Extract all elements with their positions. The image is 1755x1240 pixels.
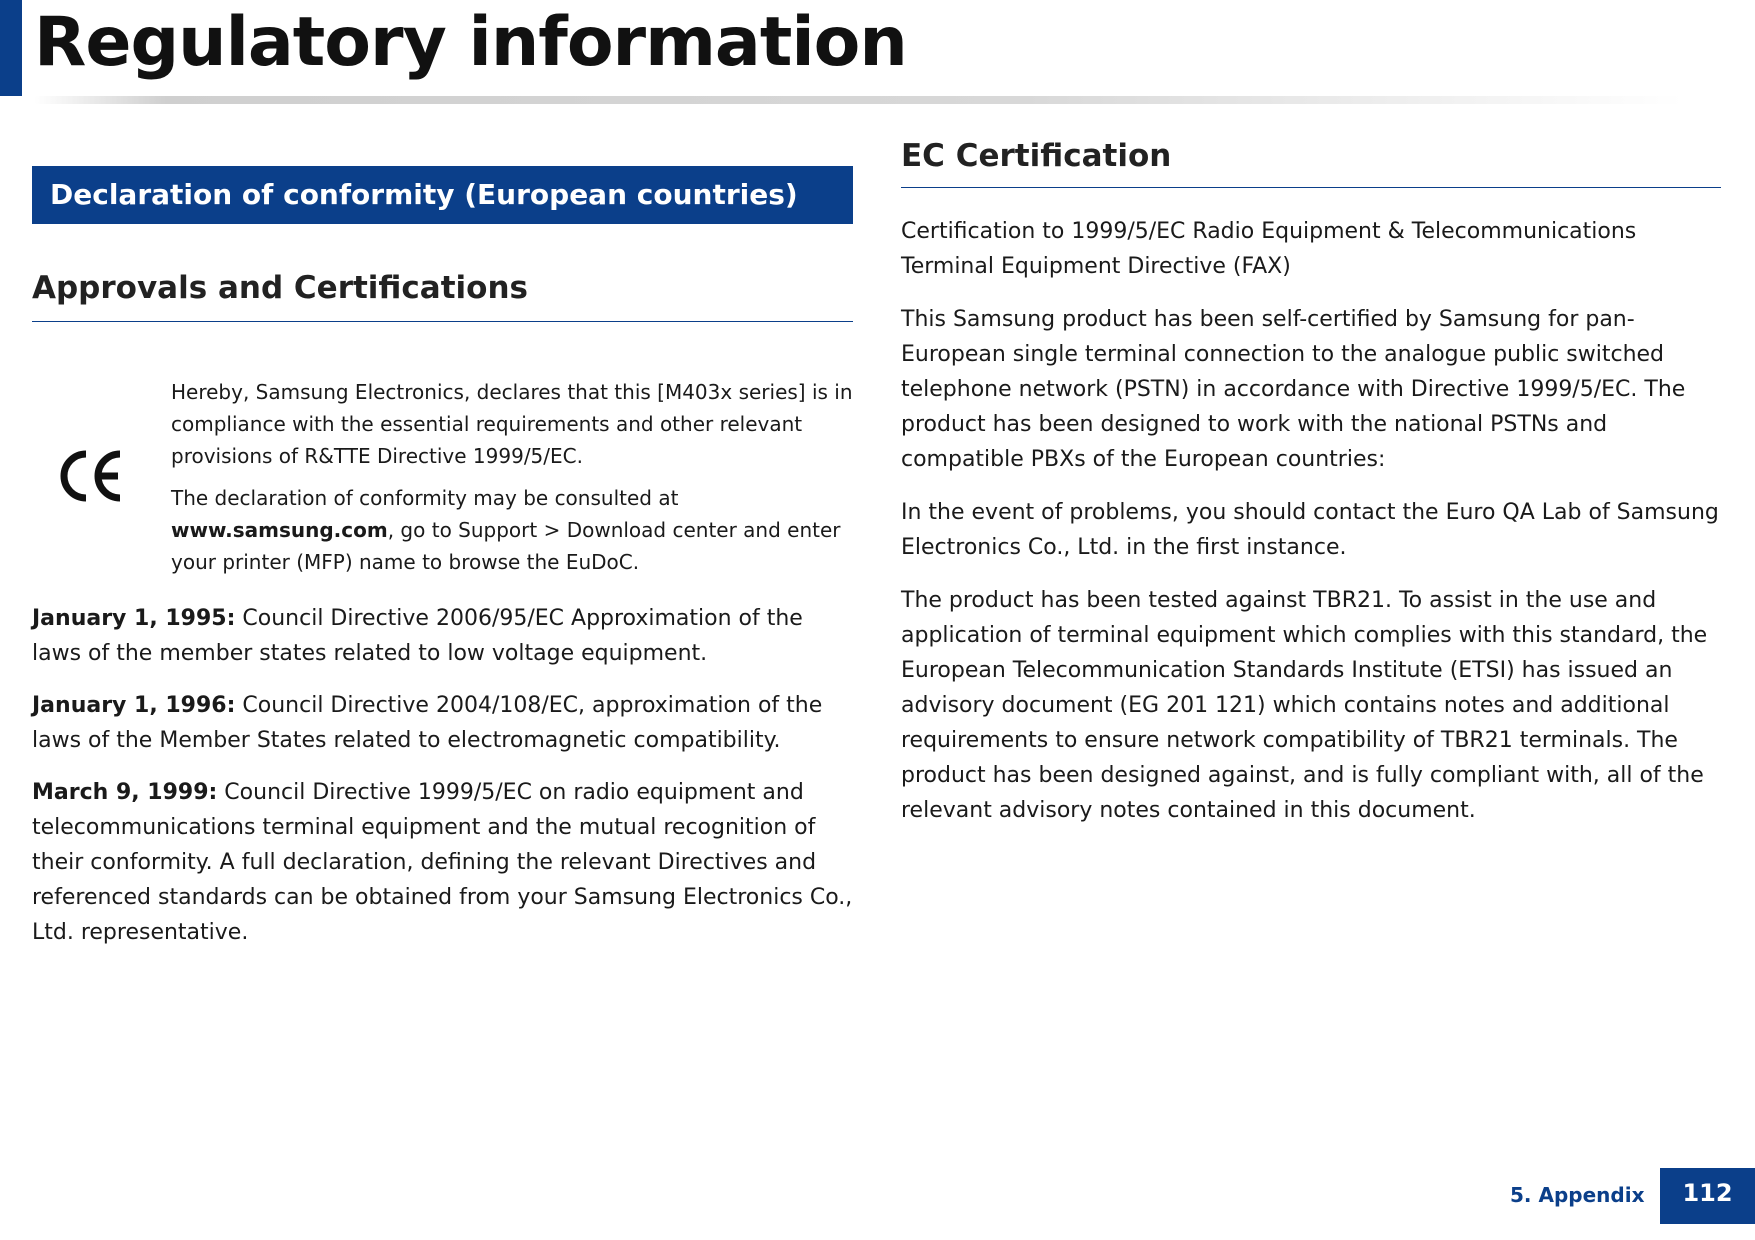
ec-certification-heading-rule (901, 187, 1721, 188)
title-accent-bar (0, 0, 22, 96)
ec-certification-heading: EC Certification (901, 138, 1172, 174)
directive-text: Council Directive 1999/5/EC on radio equipment and telecommunications terminal equipment and the mutual recognition of their conformity. A full declaration, defining the relevant Directives and referenced standards can be obtained from your Samsung Electronics Co., Ltd. representative. (32, 780, 853, 945)
directive-date: March 9, 1999: (32, 780, 218, 805)
directive-entry (32, 601, 853, 671)
title-divider (34, 96, 1684, 104)
directive-entry (32, 775, 853, 950)
samsung-website-link[interactable]: www.samsung.com (171, 518, 388, 542)
approvals-heading-rule (32, 321, 853, 322)
directive-text: Council Directive 2006/95/EC Approximation of the laws of the member states related to low voltage equipment. (32, 606, 803, 666)
section-banner: Declaration of conformity (European countries) (32, 166, 853, 224)
ec-paragraph: This Samsung product has been self-certified by Samsung for pan-European single terminal connection to the analogue public switched telephone network (PSTN) in accordance with Directive 1999/5/EC. The product has been designed to work with the national PSTNs and compatible PBXs of the European countries: (901, 307, 1686, 472)
ce-consult-suffix: , go to Support > Download center and enter your printer (MFP) name to browse the EuDoC. (171, 518, 841, 574)
ec-paragraph: The product has been tested against TBR21. To assist in the use and application of terminal equipment which complies with this standard, the European Telecommunication Standards Institute (ETSI) has issued an advisory document (EG 201 121) which contains notes and additional requirements to ensure network compatibility of TBR21 terminals. The product has been designed against, and is fully compliant with, all of the relevant advisory notes contained in this document. (901, 588, 1708, 823)
page-number-badge: 112 (1660, 1168, 1755, 1224)
ce-declaration-text (171, 376, 853, 588)
ec-paragraph: In the event of problems, you should contact the Euro QA Lab of Samsung Electronics Co., Ltd. in the first instance. (901, 500, 1719, 560)
ce-mark-icon (56, 448, 128, 504)
ce-consult-prefix: The declaration of conformity may be consulted at (171, 486, 679, 510)
footer-section-label: 5. Appendix (1510, 1183, 1645, 1207)
ce-declaration-paragraph: Hereby, Samsung Electronics, declares that this [M403x series] is in compliance with the essential requirements and other relevant provisions of R&TTE Directive 1999/5/EC. (171, 380, 853, 468)
approvals-heading: Approvals and Certifications (32, 270, 528, 306)
directive-date: January 1, 1995: (32, 606, 236, 631)
directive-text: Council Directive 2004/108/EC, approximation of the laws of the Member States related to electromagnetic compatibility. (32, 693, 823, 753)
ce-consult-paragraph (171, 482, 853, 578)
directive-date: January 1, 1996: (32, 693, 236, 718)
page-title: Regulatory information (34, 3, 907, 82)
directive-entry (32, 688, 853, 758)
ec-paragraph: Certification to 1999/5/EC Radio Equipment & Telecommunications Terminal Equipment Directive (FAX) (901, 219, 1637, 279)
